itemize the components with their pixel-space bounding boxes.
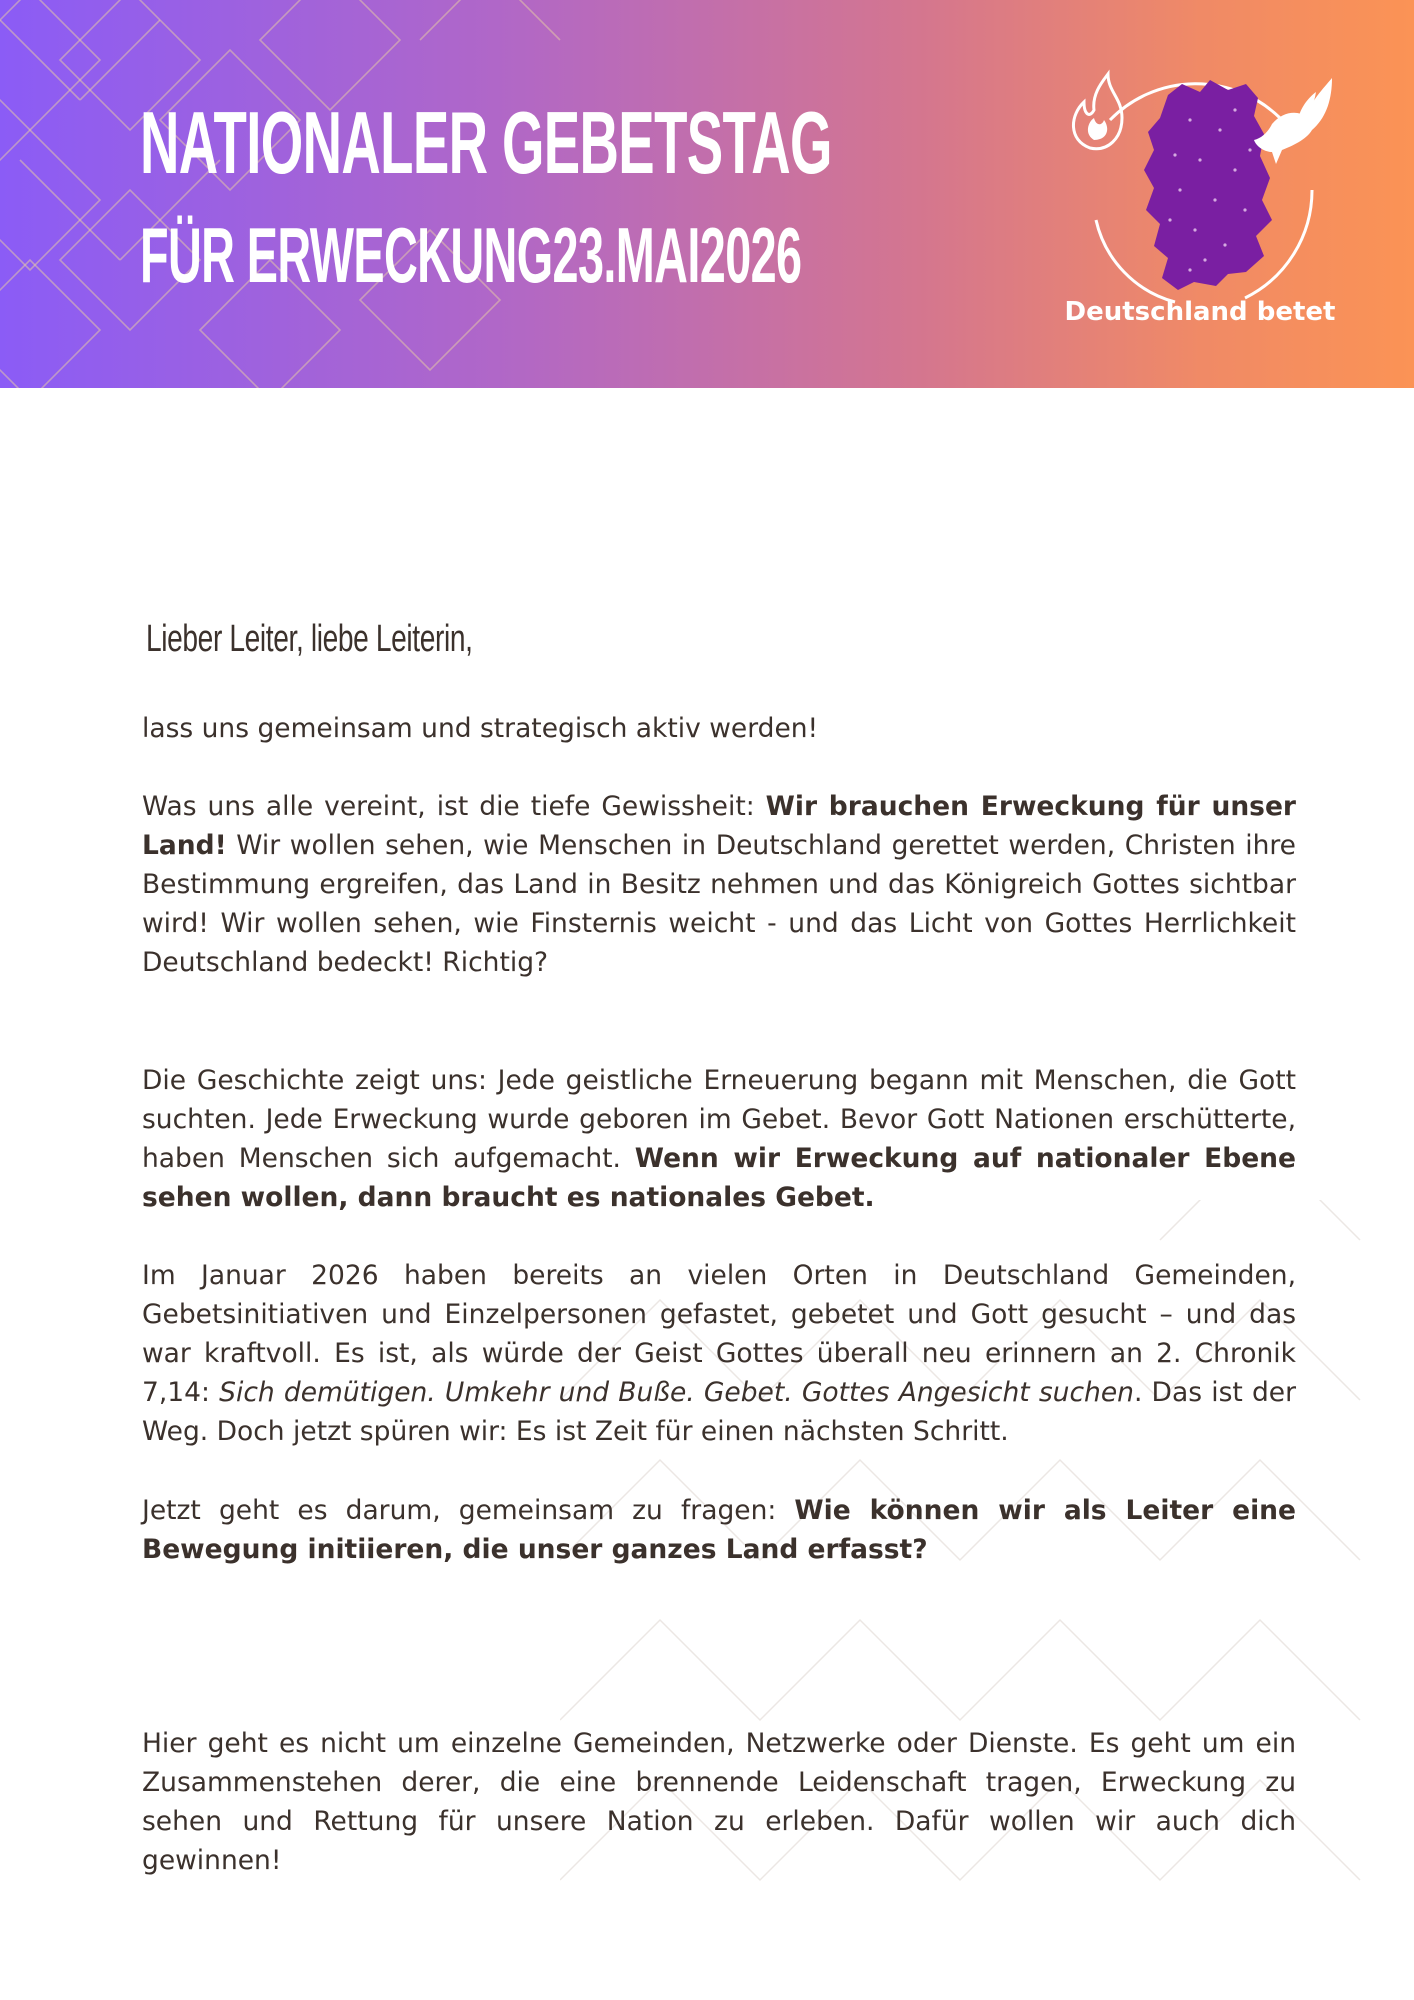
letter-paragraph-2: Was uns alle vereint, ist die tiefe Gewissheit: Wir brauchen Erweckung für unser Land! Wir wollen sehen, wie Menschen in Deutschland gerettet werden, Christen ihre Bestimmung ergreifen, das Land in Besitz nehmen und das Königreich Gottes sichtbar wird! Wir wollen sehen, wie Finsternis weicht - und das Licht von Gottes Herrlichkeit Deutschland bedeckt! Richtig? bbox=[142, 791, 1296, 978]
letter-paragraph-3: Die Geschichte zeigt uns: Jede geistliche Erneuerung begann mit Menschen, die Gott suchten. Jede Erweckung wurde geboren im Gebet. Bevor Gott Nationen erschütterte, haben Menschen sich aufgemacht. Wenn wir Erweckung auf nationaler Ebene sehen wollen, dann braucht es nationales Gebet. bbox=[142, 1065, 1297, 1213]
germany-map-icon bbox=[1144, 80, 1272, 290]
logo-text: Deutschland betet bbox=[1064, 297, 1336, 327]
letter-paragraph-4: Im Januar 2026 haben bereits an vielen Orten in Deutschland Gemeinden, Gebetsinitiativen und Einzelpersonen gefastet, gebetet und Gott gesucht – und das war kraftvoll. Es ist, als würde der Geist Gottes überall neu erinnern an 2. Chronik 7,14: Sich demütigen. Umkehr und Buße. Gebet. Gottes Angesicht suchen. Das ist der Weg. Doch jetzt spüren wir: Es ist Zeit für einen nächsten Schritt. bbox=[142, 1260, 1296, 1447]
event-subtitle-date: FÜR ERWECKUNG23.MAI2026 bbox=[140, 211, 802, 299]
flame-icon bbox=[1073, 74, 1122, 149]
letter-paragraph-1: lass uns gemeinsam und strategisch aktiv werden! bbox=[142, 713, 819, 744]
letter-paragraph-5: Jetzt geht es darum, gemeinsam zu fragen: Wie können wir als Leiter eine Bewegung initiieren, die unser ganzes Land erfasst? bbox=[142, 1495, 1296, 1565]
header-pattern bbox=[0, 0, 620, 388]
header-banner bbox=[0, 0, 1414, 388]
dove-icon bbox=[1254, 78, 1332, 164]
letter-paragraph-6: Hier geht es nicht um einzelne Gemeinden, Netzwerke oder Dienste. Es geht um ein Zusammenstehen derer, die eine brennende Leidenschaft tragen, Erweckung zu sehen und Rettung für unsere Nation zu erleben. Dafür wollen wir auch dich gewinnen! bbox=[142, 1728, 1296, 1876]
event-title: NATIONALER GEBETSTAG bbox=[140, 93, 832, 192]
letter-greeting: Lieber Leiter, liebe Leiterin, bbox=[146, 618, 473, 660]
